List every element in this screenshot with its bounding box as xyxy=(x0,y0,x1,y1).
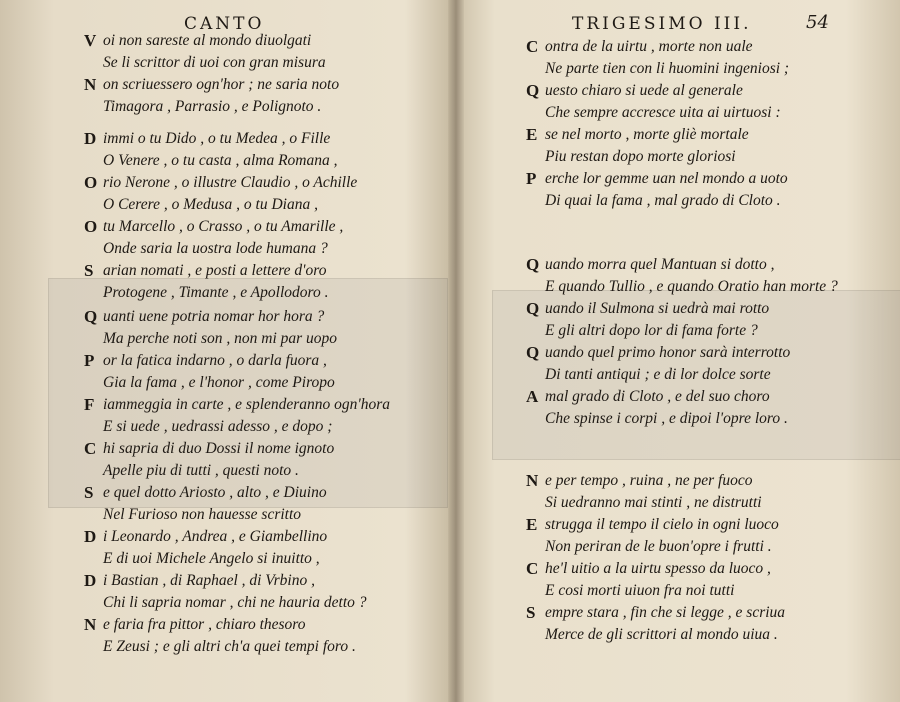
verse-text: iammeggia in carte , e splenderanno ogn'hora xyxy=(103,396,391,413)
verse-text: Ne parte tien con li huomini ingeniosi ; xyxy=(545,60,790,77)
verse-initial: P xyxy=(84,351,95,370)
verse-initial: S xyxy=(526,603,536,622)
running-head: CANTO xyxy=(184,14,265,34)
verse-initial: N xyxy=(526,471,539,490)
verse-text: or la fatica indarno , o darla fuora , xyxy=(103,352,327,369)
verse-text: uanti uene potria nomar hor hora ? xyxy=(103,308,325,325)
verse-text: uando morra quel Mantuan si dotto , xyxy=(545,256,775,273)
verse-text: uando il Sulmona si uedrà mai rotto xyxy=(545,300,770,317)
verse-text: Se li scrittor di uoi con gran misura xyxy=(103,54,326,71)
verse-text: Merce de gli scrittori al mondo uiua . xyxy=(545,626,778,643)
verse-initial: S xyxy=(84,483,94,502)
verse-text: immi o tu Dido , o tu Medea , o Fille xyxy=(103,130,331,147)
verse-initial: N xyxy=(84,615,97,634)
verse-text: hi sapria di duo Dossi il nome ignoto xyxy=(103,440,335,457)
verse-text: i Leonardo , Andrea , e Giambellino xyxy=(103,528,328,545)
verse-initial: F xyxy=(84,395,95,414)
verse-initial: C xyxy=(526,37,539,56)
verse-initial: D xyxy=(84,571,97,590)
verse-text: mal grado di Cloto , e del suo choro xyxy=(545,388,770,405)
verse-initial: N xyxy=(84,75,97,94)
verse-text: Protogene , Timante , e Apollodoro . xyxy=(103,284,329,301)
verse-initial: Q xyxy=(526,255,540,274)
verse-text: i Bastian , di Raphael , di Vrbino , xyxy=(103,572,315,589)
verse-initial: A xyxy=(526,387,539,406)
verse-text: E quando Tullio , e quando Oratio han morte ? xyxy=(545,278,838,295)
verse-initial: S xyxy=(84,261,94,280)
verse-text: e faria fra pittor , chiaro thesoro xyxy=(103,616,306,633)
verse-initial: O xyxy=(84,217,98,236)
page-number: 54 xyxy=(806,12,829,33)
verse-text: empre stara , fin che si legge , e scriua xyxy=(545,604,786,621)
verse-text: rio Nerone , o illustre Claudio , o Achille xyxy=(103,174,358,191)
verse-text: Apelle piu di tutti , questi noto . xyxy=(103,462,299,479)
verse-text: arian nomati , e posti a lettere d'oro xyxy=(103,262,327,279)
verse-text: strugga il tempo il cielo in ogni luoco xyxy=(545,516,779,533)
verse-text: E gli altri dopo lor di fama forte ? xyxy=(545,322,758,339)
verse-text: Nel Furioso non hauesse scritto xyxy=(103,506,302,523)
verse-text: Non periran de le buon'opre i frutti . xyxy=(545,538,772,555)
verse-text: uesto chiaro si uede al generale xyxy=(545,82,743,99)
verse-text: oi non sareste al mondo diuolgati xyxy=(103,32,312,49)
verse-text: e quel dotto Ariosto , alto , e Diuino xyxy=(103,484,327,501)
verse-text: Di tanti antiqui ; e di lor dolce sorte xyxy=(545,366,771,383)
verse-text: erche lor gemme uan nel mondo a uoto xyxy=(545,170,788,187)
verse-text: se nel morto , morte gliè mortale xyxy=(545,126,749,143)
verse-text: Onde saria la uostra lode humana ? xyxy=(103,240,328,257)
verse-initial: Q xyxy=(526,343,540,362)
verse-text: tu Marcello , o Crasso , o tu Amarille , xyxy=(103,218,344,235)
verse-text: E cosi morti uiuon fra noi tutti xyxy=(545,582,735,599)
verse-text: Che sempre accresce uita ai uirtuosi : xyxy=(545,104,781,121)
verse-initial: Q xyxy=(84,307,98,326)
verse-text: Ma perche noti son , non mi par uopo xyxy=(103,330,338,347)
verse-text: he'l uitio a la uirtu spesso da luoco , xyxy=(545,560,771,577)
verse-initial: V xyxy=(84,31,97,50)
verse-initial: O xyxy=(84,173,98,192)
verse-text: Che spinse i corpi , e dipoi l'opre loro . xyxy=(545,410,788,427)
verse-initial: Q xyxy=(526,299,540,318)
verse-text: e per tempo , ruina , ne per fuoco xyxy=(545,472,753,489)
verse-text: on scriuessero ogn'hor ; ne saria noto xyxy=(103,76,340,93)
verse-initial: D xyxy=(84,527,97,546)
verse-initial: C xyxy=(526,559,539,578)
verse-text: E Zeusi ; e gli altri ch'a quei tempi foro . xyxy=(103,638,356,655)
verse-text: Di quai la fama , mal grado di Cloto . xyxy=(545,192,781,209)
verse-text: Timagora , Parrasio , e Polignoto . xyxy=(103,98,322,115)
verse-text: Piu restan dopo morte gloriosi xyxy=(545,148,736,165)
verse-text: Chi li sapria nomar , chi ne hauria detto ? xyxy=(103,594,367,611)
verse-text: O Cerere , o Medusa , o tu Diana , xyxy=(103,196,318,213)
verse-initial: E xyxy=(526,125,538,144)
verse-initial: Q xyxy=(526,81,540,100)
book-gutter xyxy=(448,0,464,702)
verse-initial: P xyxy=(526,169,537,188)
verse-text: E si uede , uedrassi adesso , e dopo ; xyxy=(103,418,333,435)
running-head: TRIGESIMO III. xyxy=(572,14,752,34)
verse-text: E di uoi Michele Angelo si inuitto , xyxy=(103,550,320,567)
verse-text: O Venere , o tu casta , alma Romana , xyxy=(103,152,338,169)
verse-text: Si uedranno mai stinti , ne distrutti xyxy=(545,494,762,511)
verse-initial: D xyxy=(84,129,97,148)
verse-text: Gia la fama , e l'honor , come Piropo xyxy=(103,374,335,391)
verse-initial: C xyxy=(84,439,97,458)
verse-text: uando quel primo honor sarà interrotto xyxy=(545,344,791,361)
verse-initial: E xyxy=(526,515,538,534)
verse-text: ontra de la uirtu , morte non uale xyxy=(545,38,753,55)
